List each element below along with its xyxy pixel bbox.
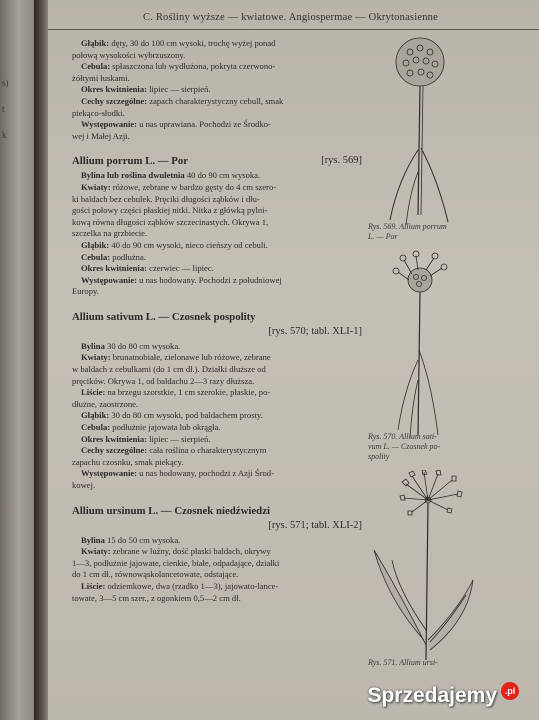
book-gutter [34,0,48,720]
entry-line: Okres kwitnienia: czerwiec — lipiec. [81,263,214,274]
running-head: C. Rośliny wyższe — kwiatowe. Angiospermae — Okrytonasienne [143,12,438,23]
sprzedajemy-watermark [367,684,519,708]
entry-line: Kwiaty: zebrane w luźny, dość płaski baldach, okrywy [81,546,271,557]
entry-title: Allium porrum L. — Por [72,155,189,168]
entry-line: Cebula: podłużnie jajowata lub okrągła. [81,422,221,433]
entry-allium-ursinum [72,502,362,605]
entry-line: 1—3, podłużnie jajowate, cienkie, białe, odpadające, działki [72,557,280,568]
entry-allium-sativum [72,308,362,492]
entry-line: połową wysokości wybrzuszony. [72,49,186,60]
figure-caption: Rys. 571. Allium ursi- [368,658,438,667]
figure-reference-line [72,326,362,341]
text-column [72,38,362,604]
entry-line: kowej. [72,480,96,490]
watermark-badge: .pl [501,682,519,700]
figure-caption: Rys. 569. Allium porrum L. — Por [368,222,447,241]
entry-line: Bylina 15 do 50 cm wysoka. [81,534,181,545]
entry-allium-porrum [72,152,362,298]
entry-line: szczelka na grzbiecie. [72,228,148,239]
left-facing-page-edge [0,0,34,720]
garlic-illustration [368,250,538,440]
entry-line: towate, 3—5 cm szer., z ogonkiem 0,5—2 cm dł. [72,592,241,603]
entry-line: Kwiaty: brunatnobiałe, zielonawe lub różowe, zebrane [81,352,271,363]
entry-line: Cechy szczególne: zapach charakterystyczny cebull, smak [81,95,284,106]
entry-line: piekąco-słodki. [72,107,125,118]
entry-line: do 1 cm dł., równowąskolancetowate, odstające. [72,569,239,580]
entry-line: Liście: na brzegu szorstkie, 1 cm szerokie, płaskie, po- [81,387,271,398]
entry-title: Allium sativum L. — Czosnek pospolity [72,310,256,323]
entry-line: Kwiaty: różowe, zebrane w bardzo gęsty do 4 cm szero- [81,181,277,192]
entry-line: wej i Małej Azji. [72,130,130,141]
watermark-text: Sprzedajemy [367,684,497,707]
entry-line: Głąbik: dęty, 30 do 100 cm wysoki, trochę wyżej ponad [81,38,276,48]
entry-line: kową równa długości ząbków szczecinastych. Okrywa 1, [72,216,269,227]
entry-line: Głąbik: 40 do 90 cm wysoki, nieco cieńszy od cebuli. [81,239,268,250]
entry-line: Europy. [72,286,99,297]
entry-line: Głąbik: 30 do 80 cm wysoki, pod baldachem prosty. [81,410,263,421]
entry-line: Występowanie: u nas hodowany, pochodzi z Azji Środ- [81,468,274,479]
book-page [48,0,539,720]
entry-heading [72,308,362,326]
entry-line: Okres kwitnienia: lipiec — sierpień. [81,433,211,444]
entry-continuation [72,38,362,142]
entry-line: Bylina 30 do 80 cm wysoka. [81,340,181,351]
left-fragment: s) [2,78,9,88]
entry-line: Cebula: podłużna. [81,251,146,262]
figure-caption: Rys. 570. Allium sati- vum L. — Czosnek po- spolity [368,432,441,461]
entry-line: Okres kwitnienia: lipiec — sierpień. [81,84,211,95]
entry-line: gości połowy części płaskiej nitki. Nitka z główką pylni- [72,205,268,216]
entry-line: żółtymi łuskami. [72,72,130,83]
figure-569-allium-porrum [368,30,538,241]
left-fragment: k [2,130,7,140]
left-page-text-fragments [2,70,9,148]
wild-garlic-illustration [368,470,538,665]
figure-reference-line [72,520,362,535]
figure-reference: [rys. 571; tabl. XLI-2] [268,519,362,531]
entry-line: Liście: odziemkowe, dwa (rzadko 1—3), jajowato-lance- [81,580,279,591]
entry-title: Allium ursinum L. — Czosnek niedźwiedzi [72,504,270,517]
entry-line: pręcików. Okrywa 1, od baldachu 2—3 razy dłuższa. [72,375,255,386]
figure-571-allium-ursinum [368,470,538,665]
entry-line: Występowanie: u nas uprawiana. Pochodzi ze Środko- [81,119,271,130]
figure-reference: [rys. 570; tabl. XLI-1] [268,325,362,337]
entry-line: Cechy szczególne: cała roślina o charakterystycznym [81,445,267,456]
left-fragment: t [2,104,5,114]
entry-heading [72,152,362,170]
entry-line: ki baldach bez cebulek. Pręciki długości ząbków i dłu- [72,193,260,204]
entry-line: zapachu czosnku, smak piekący. [72,456,184,467]
figure-570-allium-sativum [368,250,538,461]
entry-line: dłużne, zaostrzone. [72,398,139,409]
figure-reference: [rys. 569] [321,155,362,167]
entry-line: Występowanie: u nas hodowany. Pochodzi z południowej [81,274,282,285]
leek-illustration [368,30,538,230]
figure-column [368,30,538,720]
entry-heading [72,502,362,520]
entry-line: w baldach z cebulkami (do 1 cm dł.). Działki dłuższe od [72,364,266,375]
entry-line: Bylina lub roślina dwuletnia 40 do 90 cm wysoka. [81,170,261,181]
entry-line: Cebula: spłaszczona lub wydłużona, pokryta czerwono- [81,61,276,72]
